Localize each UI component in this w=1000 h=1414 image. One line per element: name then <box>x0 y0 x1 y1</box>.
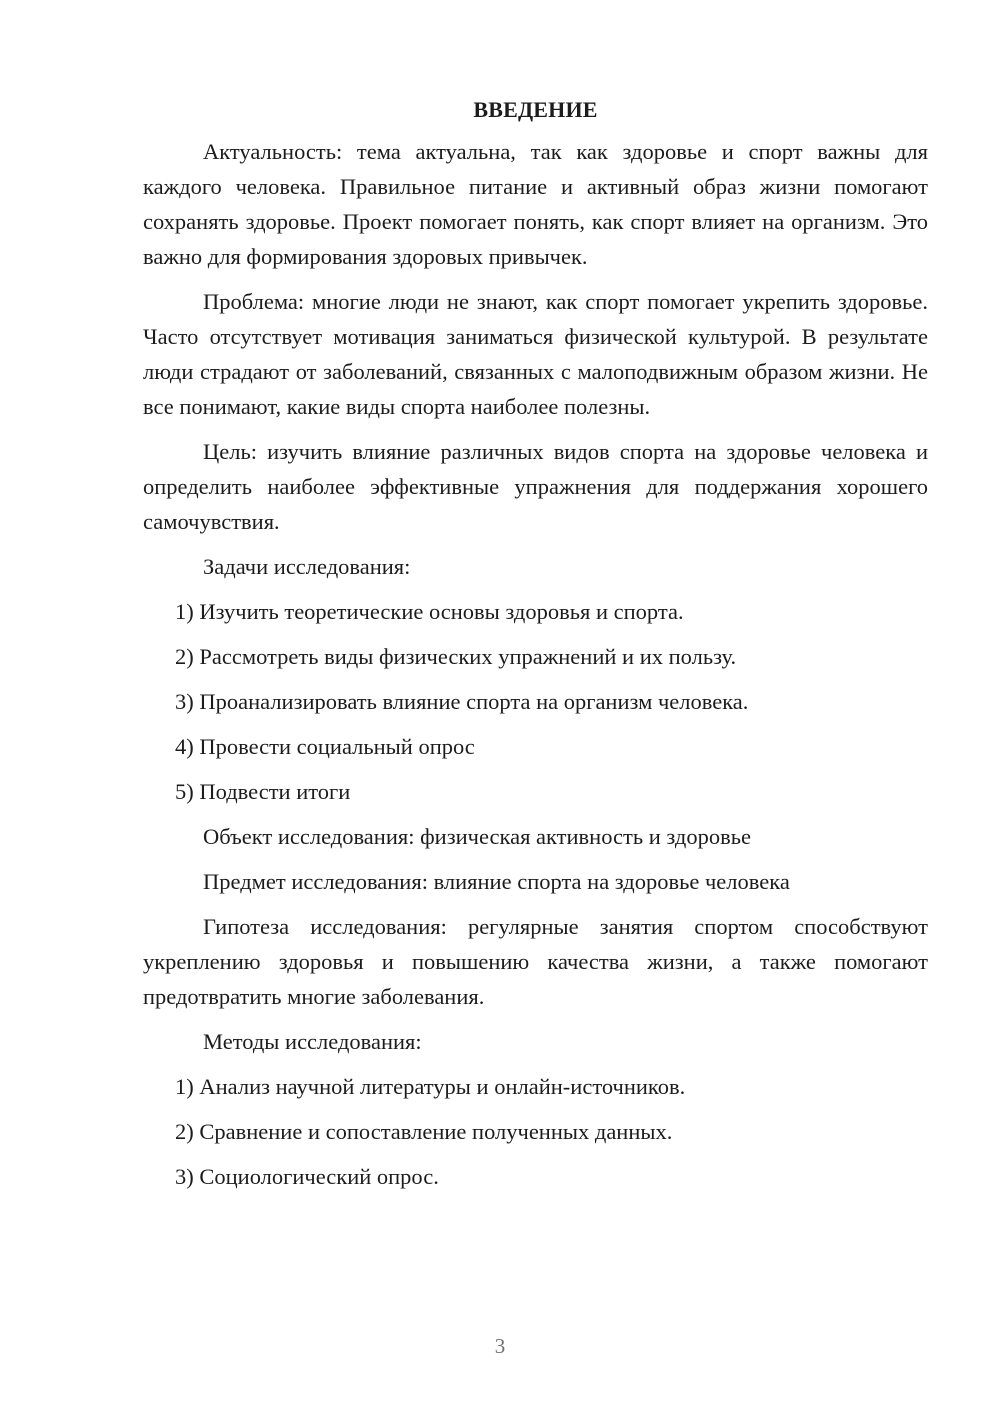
goal-paragraph: Цель: изучить влияние различных видов спорта на здоровье человека и определить наиболее эффективные упражнения для поддержания хорошего самочувствия. <box>143 439 928 534</box>
list-item: 2) Сравнение и сопоставление полученных данных. <box>175 1119 673 1144</box>
tasks-list <box>143 594 928 809</box>
list-item: 5) Подвести итоги <box>175 779 351 804</box>
hypothesis-paragraph: Гипотеза исследования: регулярные занятия спортом способствуют укреплению здоровья и повышению качества жизни, а также помогают предотвратить многие заболевания. <box>143 914 928 1009</box>
subject-paragraph: Предмет исследования: влияние спорта на здоровье человека <box>203 869 790 894</box>
list-item: 1) Изучить теоретические основы здоровья и спорта. <box>175 599 684 624</box>
relevance-paragraph: Актуальность: тема актуальна, так как здоровье и спорт важны для каждого человека. Правильное питание и активный образ жизни помогают сохранять здоровье. Проект помогает понять, как спорт влияет на организм. Это важно для формирования здоровых привычек. <box>143 139 928 269</box>
page-number: 3 <box>494 1334 506 1358</box>
methods-list <box>143 1069 928 1194</box>
tasks-heading: Задачи исследования: <box>203 554 411 579</box>
document-page <box>143 92 928 1204</box>
list-item: 3) Социологический опрос. <box>175 1164 439 1189</box>
methods-heading: Методы исследования: <box>203 1029 422 1054</box>
object-paragraph: Объект исследования: физическая активность и здоровье <box>203 824 751 849</box>
list-item: 3) Проанализировать влияние спорта на организм человека. <box>175 689 749 714</box>
list-item: 4) Провести социальный опрос <box>175 734 475 759</box>
list-item: 2) Рассмотреть виды физических упражнений и их пользу. <box>175 644 737 669</box>
page-title: ВВЕДЕНИЕ <box>473 97 598 122</box>
problem-paragraph: Проблема: многие люди не знают, как спорт помогает укрепить здоровье. Часто отсутствует мотивация заниматься физической культурой. В результате люди страдают от заболеваний, связанных с малоподвижным образом жизни. Не все понимают, какие виды спорта наиболее полезны. <box>143 289 928 419</box>
list-item: 1) Анализ научной литературы и онлайн-источников. <box>175 1074 686 1099</box>
